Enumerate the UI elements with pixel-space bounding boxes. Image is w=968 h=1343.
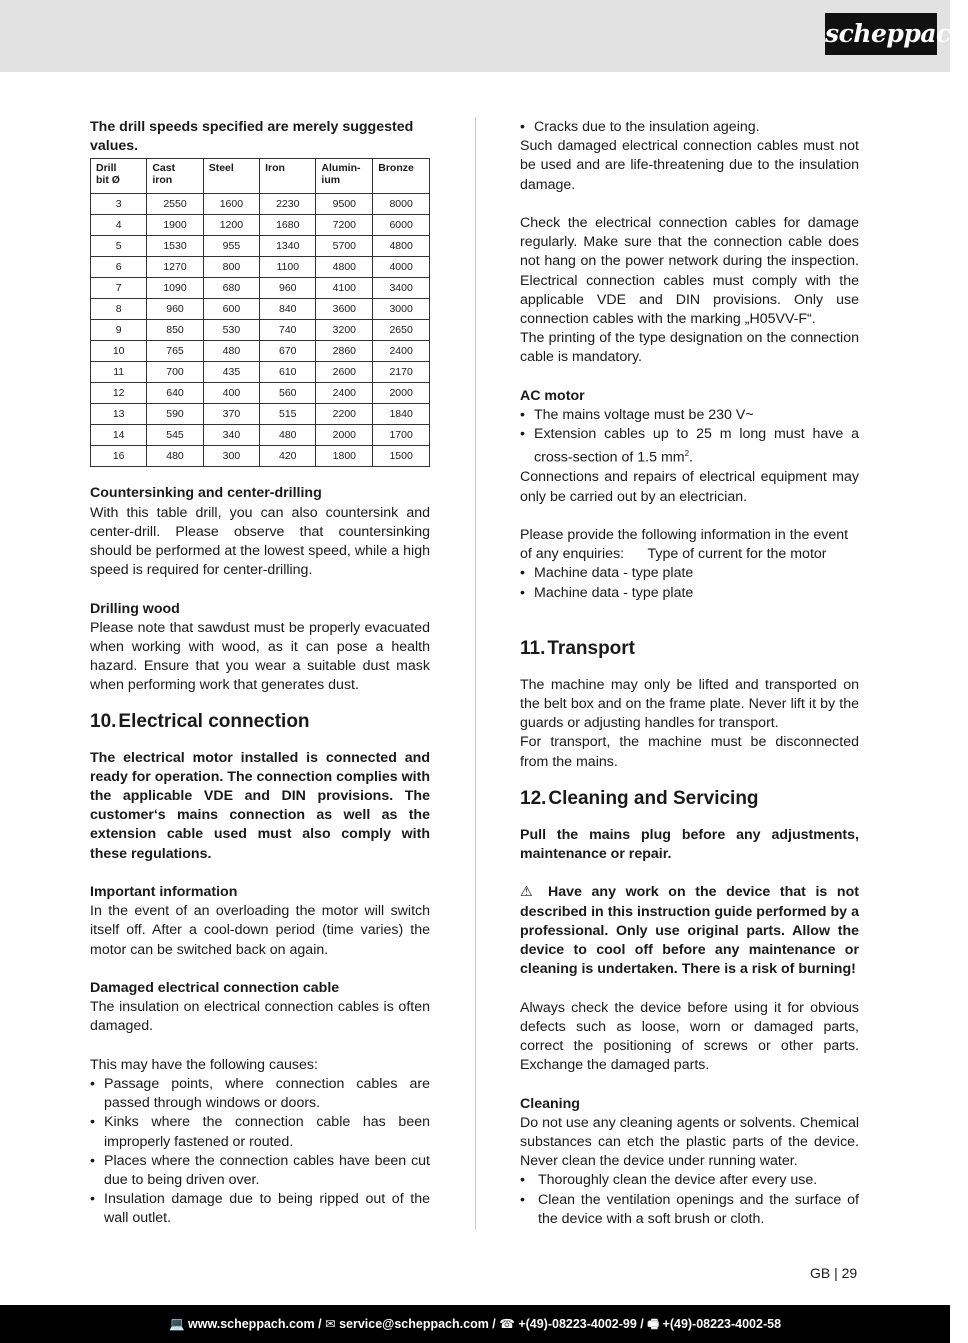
causes-intro: This may have the following causes: — [90, 1056, 318, 1073]
table-cell: 960 — [260, 278, 316, 299]
important-info-text: In the event of an overloading the motor will switch itself off. After a cool-down period (time varies) the motor can be switched back on again. — [90, 903, 430, 958]
header-bar — [0, 0, 968, 72]
list-item: • Passage points, where connection cables are passed through windows or doors. — [90, 1075, 430, 1113]
table-cell: 1680 — [260, 215, 316, 236]
table-cell: 8000 — [373, 194, 430, 215]
unplug-notice: Pull the mains plug before any adjustments, maintenance or repair. — [520, 826, 859, 862]
causes-list — [90, 1075, 430, 1229]
table-cell: 3400 — [373, 278, 430, 299]
table-header-cell: Cast iron — [147, 159, 203, 194]
table-cell: 4 — [91, 215, 147, 236]
table-cell: 4800 — [373, 236, 430, 257]
table-cell: 560 — [260, 383, 316, 404]
drilling-wood-text: Please note that sawdust must be properly evacuated when working with wood, as it can pose a health hazard. Ensure that you wear a suitable dust mask when performing work that generates dust. — [90, 619, 430, 694]
damaged-cable-heading: Damaged electrical connection cable — [90, 980, 340, 997]
fax-number: +(49)-08223-4002-58 — [662, 1317, 782, 1331]
table-cell: 1200 — [203, 215, 259, 236]
table-cell: 590 — [147, 404, 203, 425]
table-header-cell: Alumin- ium — [316, 159, 373, 194]
table-cell: 2860 — [316, 341, 373, 362]
table-cell: 1270 — [147, 257, 203, 278]
table-cell: 480 — [147, 446, 203, 467]
important-info-heading: Important information — [90, 884, 238, 901]
table-cell: 400 — [203, 383, 259, 404]
phone-number: +(49)-08223-4002-99 — [518, 1317, 637, 1331]
table-cell: 11 — [91, 362, 147, 383]
table-cell: 765 — [147, 341, 203, 362]
scheppach-logo: scheppach — [825, 13, 937, 55]
table-header-cell: Drill bit Ø — [91, 159, 147, 194]
table-cell: 960 — [147, 299, 203, 320]
table-row — [91, 299, 430, 320]
table-cell: 2170 — [373, 362, 430, 383]
enquiry-list — [520, 564, 859, 602]
countersinking-heading: Countersinking and center-drilling — [90, 485, 322, 502]
table-cell: 7 — [91, 278, 147, 299]
list-item: • Thoroughly clean the device after every use. — [520, 1171, 859, 1190]
page-number: GB | 29 — [810, 1265, 858, 1281]
table-cell: 300 — [203, 446, 259, 467]
check-device-text: Always check the device before using it for obvious defects such as loose, worn or damaged parts, correct the positioning of screws or other parts. Exchange the damaged parts. — [520, 999, 859, 1074]
table-cell: 9500 — [316, 194, 373, 215]
column-divider — [475, 117, 476, 1230]
table-cell: 670 — [260, 341, 316, 362]
table-cell: 4000 — [373, 257, 430, 278]
table-cell: 1900 — [147, 215, 203, 236]
table-header-cell: Iron — [260, 159, 316, 194]
enquiry-text: Please provide the following information in the event of any enquiries: Type of current for the motor — [520, 526, 853, 563]
table-cell: 12 — [91, 383, 147, 404]
table-cell: 7200 — [316, 215, 373, 236]
list-item: • The mains voltage must be 230 V~ — [520, 406, 859, 425]
list-item: • Places where the connection cables have been cut due to being driven over. — [90, 1152, 430, 1190]
transport-text-1: The machine may only be lifted and transported on the belt box and on the frame plate. Never lift it by the guards or adjusting handles for transport. — [520, 676, 859, 732]
list-item: • Extension cables up to 25 m long must have a cross-section of 1.5 $mm^2$. — [520, 425, 859, 468]
table-cell: 2650 — [373, 320, 430, 341]
table-cell: 3200 — [316, 320, 373, 341]
table-cell: 420 — [260, 446, 316, 467]
damaged-cable-text: The insulation on electrical connection cables is often damaged. — [90, 999, 430, 1035]
table-cell: 370 — [203, 404, 259, 425]
table-cell: 13 — [91, 404, 147, 425]
cleaning-text: Do not use any cleaning agents or solvents. Chemical substances can etch the plastic parts of the device. Never clean the device under running water. — [520, 1114, 859, 1170]
table-cell: 1530 — [147, 236, 203, 257]
warning-icon: ⚠ — [520, 884, 539, 901]
table-cell: 600 — [203, 299, 259, 320]
table-cell: 6000 — [373, 215, 430, 236]
table-row — [91, 341, 430, 362]
table-cell: 5700 — [316, 236, 373, 257]
table-intro: The drill speeds specified are merely suggested values. — [90, 119, 414, 155]
table-cell: 480 — [203, 341, 259, 362]
section-11-heading: 11. Transport — [520, 637, 635, 659]
table-header-cell: Steel — [203, 159, 259, 194]
computer-icon: 💻 — [168, 1317, 185, 1331]
causes-list-continued — [520, 118, 859, 137]
phone-icon: ☎ — [499, 1317, 515, 1331]
table-cell: 1500 — [373, 446, 430, 467]
table-cell: 515 — [260, 404, 316, 425]
fax-icon: 🖷 — [647, 1317, 660, 1331]
table-cell: 545 — [147, 425, 203, 446]
table-cell: 4800 — [316, 257, 373, 278]
table-cell: 480 — [260, 425, 316, 446]
table-cell: 740 — [260, 320, 316, 341]
table-cell: 800 — [203, 257, 259, 278]
table-header-row — [91, 159, 430, 194]
ac-motor-text: Connections and repairs of electrical equipment may only be carried out by an electrician. — [520, 469, 859, 505]
table-cell: 6 — [91, 257, 147, 278]
table-row — [91, 425, 430, 446]
list-item: • Clean the ventilation openings and the surface of the device with a soft brush or cloth. — [520, 1191, 859, 1229]
table-cell: 14 — [91, 425, 147, 446]
table-cell: 680 — [203, 278, 259, 299]
list-item: • Machine data - type plate — [520, 564, 859, 583]
table-cell: 340 — [203, 425, 259, 446]
table-cell: 10 — [91, 341, 147, 362]
printing-text: The printing of the type designation on the connection cable is mandatory. — [520, 330, 859, 366]
table-cell: 4100 — [316, 278, 373, 299]
table-cell: 610 — [260, 362, 316, 383]
email-link[interactable]: service@scheppach.com — [339, 1317, 489, 1331]
section-10-heading: 10. Electrical connection — [90, 710, 310, 732]
table-cell: 1600 — [203, 194, 259, 215]
table-row — [91, 404, 430, 425]
table-row — [91, 278, 430, 299]
footer-bar: 💻 www.scheppach.com / ✉ service@scheppach.com / ☎ +(49)-08223-4002-99 / 🖷 +(49)-08223-4002-58 — [0, 1305, 950, 1343]
table-cell: 16 — [91, 446, 147, 467]
website-link[interactable]: www.scheppach.com — [188, 1317, 315, 1331]
check-cables-text: Check the electrical connection cables for damage regularly. Make sure that the connection cable does not hang on the power network during the inspection. Electrical connection cables must comply with the applicable VDE and DIN provisions. Only use connection cables with the marking „H05VV-F“. — [520, 215, 859, 328]
table-cell: 1700 — [373, 425, 430, 446]
table-cell: 1800 — [316, 446, 373, 467]
damaged-cable-warning: Such damaged electrical connection cables must not be used and are life-threatening due to the insulation damage. — [520, 138, 859, 193]
table-row — [91, 320, 430, 341]
table-cell: 1840 — [373, 404, 430, 425]
table-row — [91, 362, 430, 383]
countersinking-text: With this table drill, you can also countersink and center-drill. Please observe that countersinking should be performed at the lowest speed, while a high speed is required for center-drilling. — [90, 504, 430, 579]
table-row — [91, 257, 430, 278]
table-cell: 700 — [147, 362, 203, 383]
table-row — [91, 446, 430, 467]
cleaning-heading: Cleaning — [520, 1095, 580, 1112]
drill-speed-table — [90, 158, 430, 467]
cleaning-list — [520, 1171, 859, 1229]
table-row — [91, 383, 430, 404]
right-column — [520, 118, 859, 1229]
table-cell: 3600 — [316, 299, 373, 320]
table-cell: 1340 — [260, 236, 316, 257]
table-cell: 5 — [91, 236, 147, 257]
table-cell: 850 — [147, 320, 203, 341]
table-header-cell: Bronze — [373, 159, 430, 194]
table-cell: 640 — [147, 383, 203, 404]
warning-notice: ⚠ Have any work on the device that is not described in this instruction guide performed by a professional. Only use original parts. Allow the device to cool off before any maintenance or cleaning is undertaken. There is a risk of burning! — [520, 884, 859, 978]
table-cell: 530 — [203, 320, 259, 341]
table-cell: 9 — [91, 320, 147, 341]
ac-motor-heading: AC motor — [520, 387, 585, 404]
table-body — [91, 194, 430, 467]
mail-icon: ✉ — [325, 1317, 336, 1331]
left-column — [90, 118, 430, 1229]
table-cell: 2000 — [316, 425, 373, 446]
table-cell: 2600 — [316, 362, 373, 383]
table-cell: 2200 — [316, 404, 373, 425]
drilling-wood-heading: Drilling wood — [90, 600, 180, 617]
table-cell: 2400 — [373, 341, 430, 362]
list-item: • Machine data - type plate — [520, 584, 859, 603]
table-cell: 2550 — [147, 194, 203, 215]
table-cell: 955 — [203, 236, 259, 257]
table-cell: 3 — [91, 194, 147, 215]
table-cell: 3000 — [373, 299, 430, 320]
list-item: • Kinks where the connection cable has been improperly fastened or routed. — [90, 1113, 430, 1151]
table-row — [91, 215, 430, 236]
table-cell: 435 — [203, 362, 259, 383]
table-cell: 1090 — [147, 278, 203, 299]
table-cell: 2400 — [316, 383, 373, 404]
list-item: • Cracks due to the insulation ageing. — [520, 118, 859, 137]
section-12-heading: 12. Cleaning and Servicing — [520, 787, 759, 809]
table-cell: 8 — [91, 299, 147, 320]
table-cell: 1100 — [260, 257, 316, 278]
table-cell: 840 — [260, 299, 316, 320]
electrical-connection-notice: The electrical motor installed is connected and ready for operation. The connection complies with the applicable VDE and DIN provisions. The customer‘s mains connection as well as the extension cable used must also comply with these regulations. — [90, 749, 430, 862]
transport-text-2: For transport, the machine must be disconnected from the mains. — [520, 734, 859, 770]
table-row — [91, 236, 430, 257]
table-cell: 2230 — [260, 194, 316, 215]
table-row — [91, 194, 430, 215]
list-item: • Insulation damage due to being ripped out of the wall outlet. — [90, 1190, 430, 1228]
table-cell: 2000 — [373, 383, 430, 404]
ac-motor-list — [520, 406, 859, 468]
